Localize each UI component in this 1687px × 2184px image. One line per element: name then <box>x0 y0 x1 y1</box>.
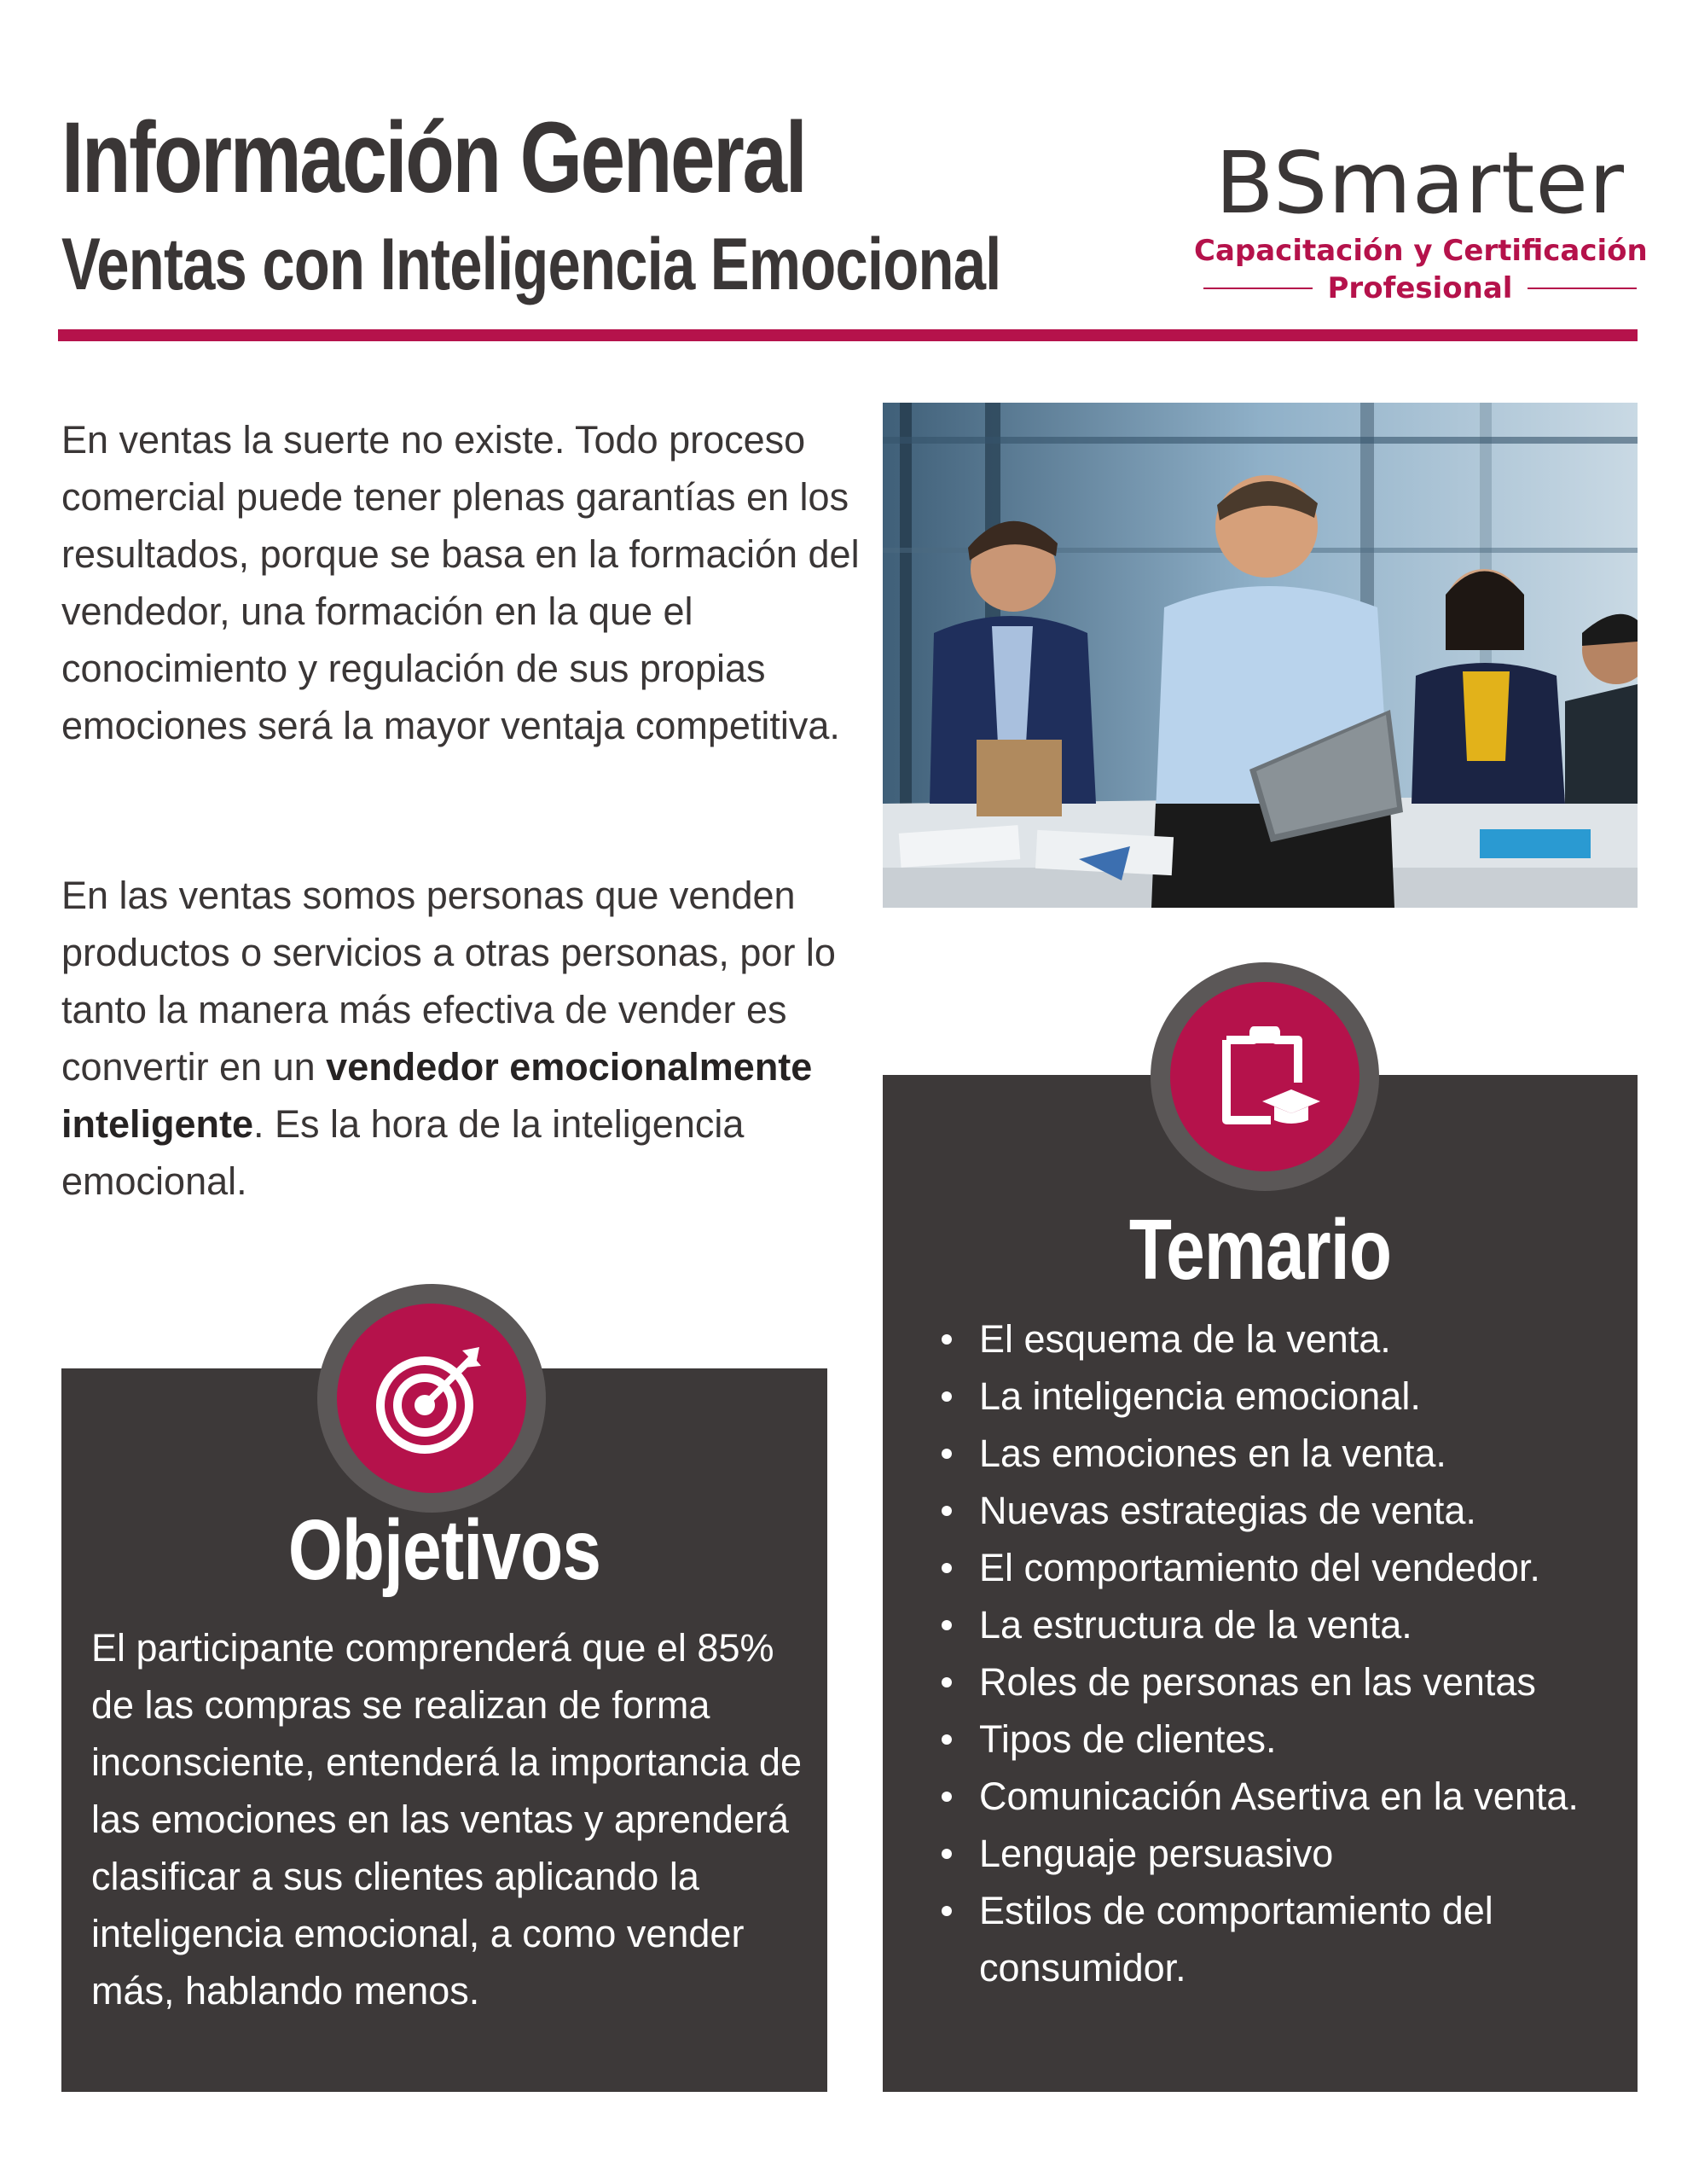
list-item: La inteligencia emocional. <box>938 1368 1620 1425</box>
brand-logo <box>1194 133 1648 307</box>
temario-heading: Temario <box>1128 1202 1392 1298</box>
brand-tagline-line1: Capacitación y Certificación <box>1194 234 1648 268</box>
brand-tagline-line2: Profesional <box>1327 271 1513 305</box>
list-item: Nuevas estrategias de venta. <box>938 1482 1620 1539</box>
list-item: Roles de personas en las ventas <box>938 1653 1620 1711</box>
objetivos-text: El participante comprenderá que el 85% de las compras se realizan de forma inconsciente, entenderá la importancia de las emociones en las ventas y aprenderá clasificar a sus clientes aplicando la inteligencia emocional, a como vender más, hablando menos. <box>91 1626 803 2013</box>
intro-paragraph-2-end: . Es la hora de la inteligencia emocional. <box>61 1102 745 1203</box>
business-team-photo <box>883 403 1638 908</box>
objetivos-badge-inner <box>337 1304 526 1493</box>
brand-tagline-row <box>1194 270 1646 307</box>
objetivos-heading: Objetivos <box>287 1502 601 1598</box>
list-item: La estructura de la venta. <box>938 1596 1620 1653</box>
list-item: Lenguaje persuasivo <box>938 1825 1620 1882</box>
intro-highlight: vendedor emocionalmente inteligente <box>61 1045 813 1146</box>
intro-paragraph-1: En ventas la suerte no existe. Todo proceso comercial puede tener plenas garantías en los resultados, porque se basa en la formación del vendedor, una formación en la que el conocimiento y regulación de sus propias emociones será la mayor ventaja competitiva. <box>61 418 860 747</box>
list-item: Las emociones en la venta. <box>938 1425 1620 1482</box>
target-icon <box>372 1339 491 1458</box>
temario-badge <box>1151 962 1379 1191</box>
intro-paragraph-2-text: En las ventas somos personas que venden productos o servicios a otras personas, por lo tanto la manera más efectiva de vender es convertir en un <box>61 874 836 1089</box>
list-item: Tipos de clientes. <box>938 1711 1620 1768</box>
list-item: Estilos de comportamiento del consumidor. <box>938 1882 1620 1996</box>
intro-paragraph-2 <box>61 867 863 1210</box>
list-item: El comportamiento del vendedor. <box>938 1539 1620 1596</box>
list-item: El esquema de la venta. <box>938 1310 1620 1368</box>
objetivos-badge <box>317 1284 546 1513</box>
brand-divider-right <box>1528 288 1637 289</box>
temario-list <box>938 1310 1620 1996</box>
clipboard-graduation-icon <box>1209 1021 1320 1132</box>
page-title: Información General <box>61 102 806 214</box>
photo-illustration <box>883 403 1638 908</box>
header-divider <box>58 329 1638 341</box>
brand-divider-left <box>1203 288 1313 289</box>
page-subtitle: Ventas con Inteligencia Emocional <box>61 224 1001 305</box>
list-item: Comunicación Asertiva en la venta. <box>938 1768 1620 1825</box>
brand-name: BSmarter <box>1215 133 1625 233</box>
temario-badge-inner <box>1170 982 1359 1171</box>
